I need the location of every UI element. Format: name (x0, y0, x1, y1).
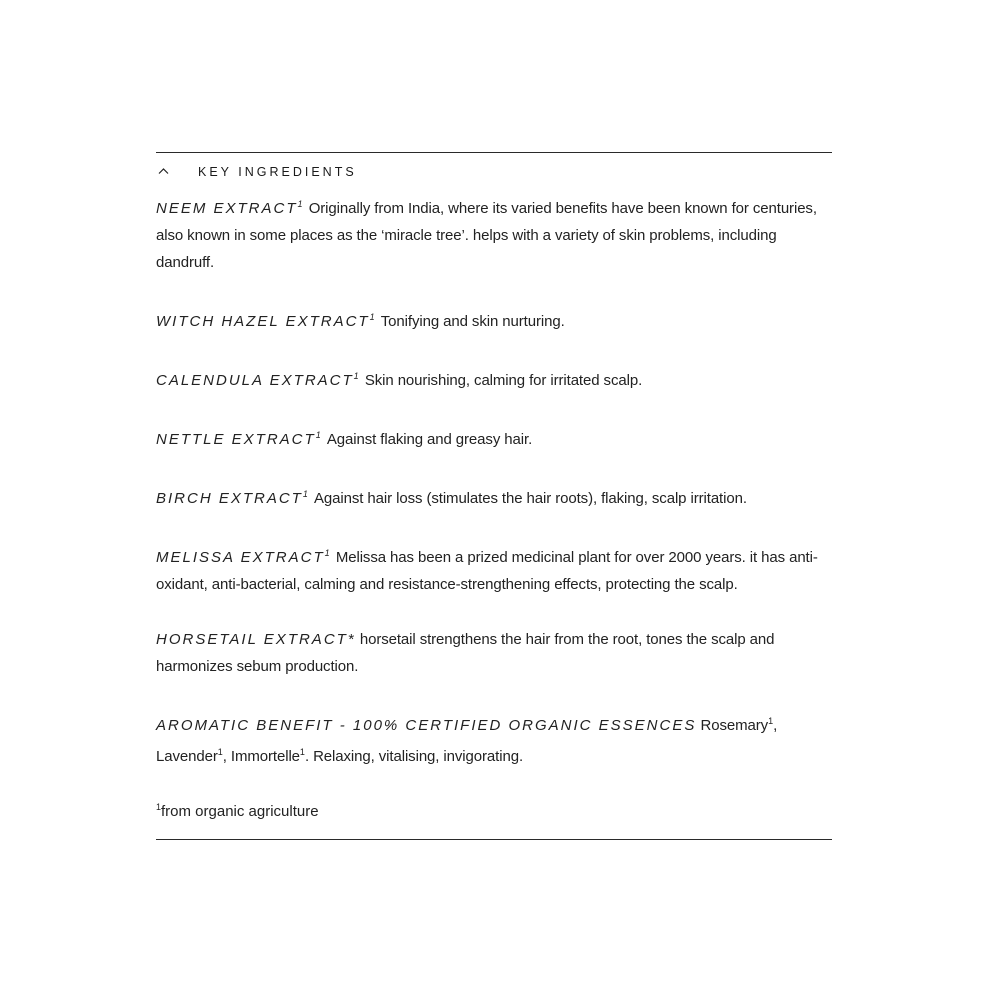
ingredient-witch-hazel (156, 304, 832, 335)
footnote-mark: 1 (315, 430, 321, 440)
ingredient-name: HORSETAIL EXTRACT* (156, 631, 356, 648)
ingredient-description: Against hair loss (stimulates the hair roots), flaking, scalp irritation. (314, 490, 747, 507)
ingredient-name: MELISSA EXTRACT (156, 549, 325, 566)
section-title: KEY INGREDIENTS (198, 165, 357, 179)
footnote-mark: 1 (297, 199, 303, 209)
footnote-mark: 1 (156, 802, 162, 812)
ingredient-name: NETTLE EXTRACT (156, 431, 316, 448)
chevron-up-icon (158, 167, 168, 177)
footnote-mark: 1 (217, 747, 223, 757)
footnote-mark: 1 (299, 747, 305, 757)
footnote-mark: 1 (353, 371, 359, 381)
ingredient-name: AROMATIC BENEFIT - 100% CERTIFIED ORGANIC ESSENCES (156, 717, 697, 734)
ingredient-description: horsetail strengthens the hair from the root, tones the scalp and harmonizes sebum production. (156, 631, 775, 675)
ingredient-birch (156, 481, 832, 512)
ingredient-description: Originally from India, where its varied benefits have been known for centuries, also known in some places as the ‘miracle tree’. helps with a variety of skin problems, including dandruff. (156, 200, 817, 271)
essence-rosemary: Rosemary (700, 717, 769, 734)
bottom-divider (156, 839, 832, 840)
ingredient-description: Against flaking and greasy hair. (326, 431, 533, 448)
ingredient-nettle (156, 422, 832, 453)
ingredient-list (156, 191, 832, 770)
ingredient-calendula (156, 363, 832, 394)
ingredient-melissa (156, 540, 832, 598)
ingredient-description: Skin nourishing, calming for irritated scalp. (364, 372, 643, 389)
ingredient-name: CALENDULA EXTRACT (156, 372, 354, 389)
ingredient-description: Melissa has been a prized medicinal plant for over 2000 years. it has anti-oxidant, anti-bacterial, calming and resistance-strengthening effects, protecting the scalp. (156, 549, 818, 593)
essence-lavender: , Lavender (156, 717, 778, 765)
ingredient-neem (156, 191, 832, 276)
ingredient-horsetail (156, 626, 832, 680)
ingredient-name: BIRCH EXTRACT (156, 490, 303, 507)
footnote-text: from organic agriculture (161, 803, 319, 820)
ingredient-aromatic (156, 708, 832, 770)
footnote-mark: 1 (768, 716, 774, 726)
footnote-mark: 1 (324, 548, 330, 558)
key-ingredients-toggle[interactable] (156, 153, 832, 191)
ingredient-name: NEEM EXTRACT (156, 200, 298, 217)
footnote-mark: 1 (302, 489, 308, 499)
key-ingredients-panel (156, 152, 832, 840)
ingredient-name: WITCH HAZEL EXTRACT (156, 313, 370, 330)
footnote (156, 794, 832, 825)
aromatic-effects: . Relaxing, vitalising, invigorating. (304, 748, 524, 765)
footnote-mark: 1 (369, 312, 375, 322)
essence-immortelle: , Immortelle (222, 748, 300, 765)
ingredient-description: Tonifying and skin nurturing. (380, 313, 565, 330)
